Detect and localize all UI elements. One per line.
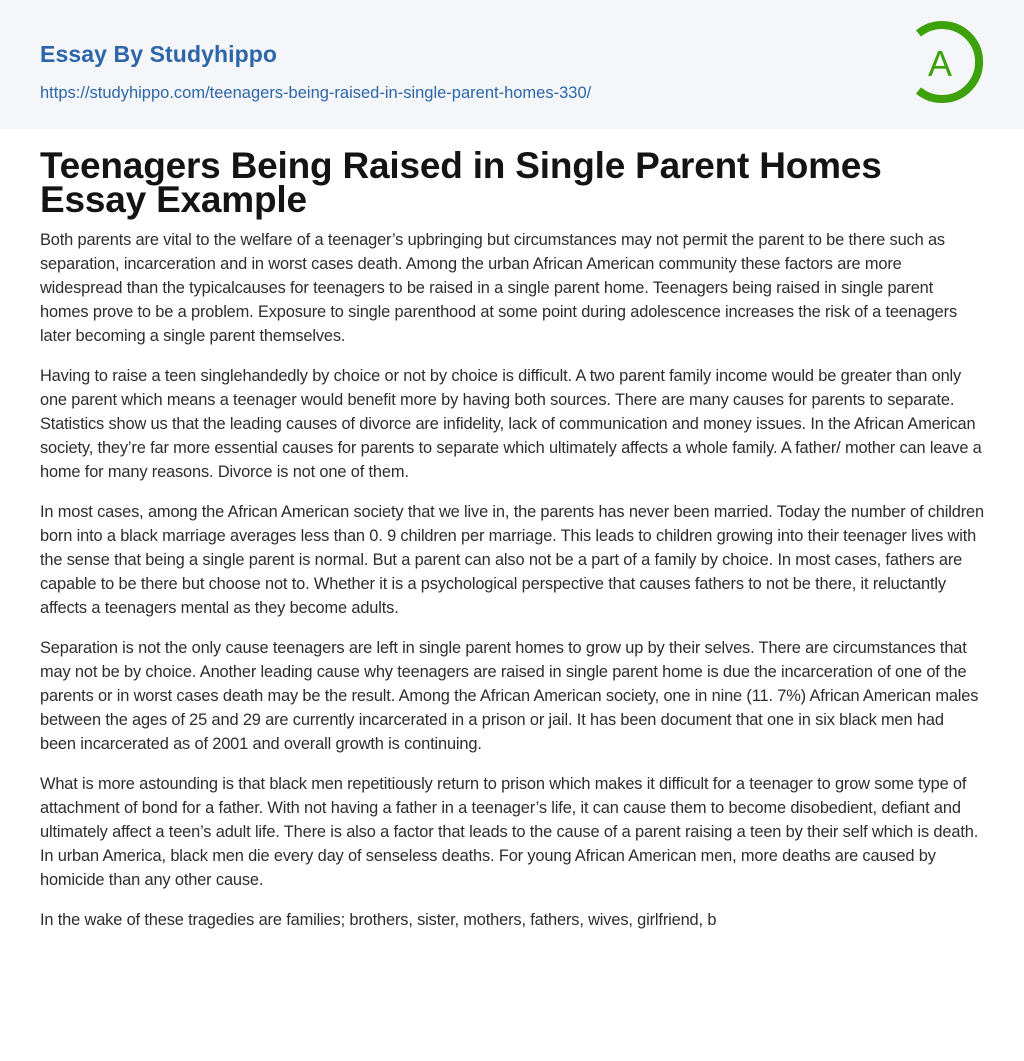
essay-paragraph: In the wake of these tragedies are families; brothers, sister, mothers, fathers, wives, girlfriend, b <box>40 911 717 929</box>
article <box>0 145 1024 932</box>
essay-paragraph: Having to raise a teen singlehandedly by choice or not by choice is difficult. A two parent family income would be greater than only one parent which means a teenager would benefit more by having both sources. There are many causes for parents to separate. Statistics show us that the leading causes of divorce are infidelity, lack of communication and money issues. In the African American society, they’re far more essential causes for parents to separate which ultimately affects a whole family. A father/ mother can leave a home for many reasons. Divorce is not one of them. <box>40 367 982 481</box>
essay-paragraph: Separation is not the only cause teenagers are left in single parent homes to grow up by their selves. There are circumstances that may not be by choice. Another leading cause why teenagers are raised in single parent home is due the incarceration of one of the parents or in worst cases death may be the result. Among the African American society, one in nine (11. 7%) African American males between the ages of 25 and 29 are currently incarcerated in a prison or jail. It has been document that one in six black men had been incarcerated as of 2001 and overall growth is continuing. <box>40 639 979 753</box>
page-title: Teenagers Being Raised in Single Parent Homes Essay Example <box>40 145 882 220</box>
essay-paragraph: What is more astounding is that black men repetitiously return to prison which makes it difficult for a teenager to grow some type of attachment of bond for a father. With not having a father in a teenager’s life, it can cause them to become disobedient, defiant and ultimately affect a teen’s adult life. There is also a factor that leads to the cause of a parent raising a teen by their self which is death. In urban America, black men die every day of senseless deaths. For young African American men, more deaths are caused by homicide than any other cause. <box>40 775 979 889</box>
essay-paragraph: Both parents are vital to the welfare of a teenager’s upbringing but circumstances may not permit the parent to be there such as separation, incarceration and in worst cases death. Among the urban African American community these factors are more widespread than the typicalcauses for teenagers to be raised in a single parent home. Teenagers being raised in single parent homes prove to be a problem. Exposure to single parenthood at some point during adolescence increases the risk of a teenagers later becoming a single parent themselves. <box>40 231 957 345</box>
brand-title[interactable]: Essay By Studyhippo <box>40 41 278 67</box>
essay-paragraph: In most cases, among the African American society that we live in, the parents has never been married. Today the number of children born into a black marriage averages less than 0. 9 children per marriage. This leads to children growing into their teenager lives with the sense that being a single parent is normal. But a parent can also not be a part of a family by choice. In most cases, fathers are capable to be there but choose not to. Whether it is a psychological perspective that causes fathers to not be there, it reluctantly affects a teenagers mental as they become adults. <box>40 503 984 617</box>
studyhippo-logo-icon[interactable] <box>912 18 988 106</box>
site-header <box>0 0 1024 129</box>
source-url-link[interactable]: https://studyhippo.com/teenagers-being-raised-in-single-parent-homes-330/ <box>40 84 592 102</box>
essay-body <box>40 228 984 932</box>
logo-letter: A <box>927 43 953 84</box>
